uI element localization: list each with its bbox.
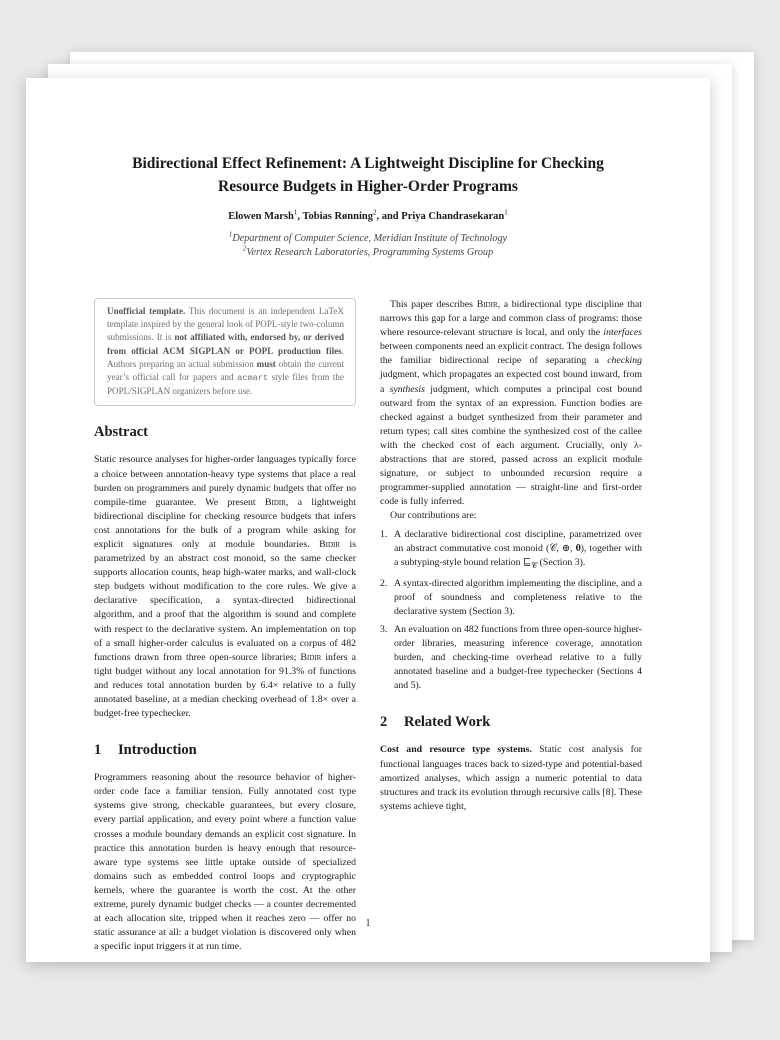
template-notice-box: [94, 298, 356, 406]
title-line-2: Resource Budgets in Higher-Order Programs: [218, 178, 518, 195]
abstract-heading: Abstract: [94, 424, 148, 441]
affiliation-mark: 1: [228, 230, 233, 239]
intro-paragraph: Programmers reasoning about the resource behavior of higher-order code face a familiar tension. Fully annotated cost type systems give strong, checkable guarantees, but every closure, every partial application, and every point where a function value crosses a module boundary demands an explicit cost signature. In practice this annotation burden is heavy enough that resource-aware type systems see little uptake outside of specialized domains such as embedded control loops and cryptographic kernels, where the guarantee is worth the cost. At the other extreme, purely dynamic budget checks — a counter decremented at each allocation site, tripped when it reaches zero — offer no static assurance at all: a budget violation is discovered only when a specific input triggers it at run time.: [94, 772, 356, 953]
emphasis: synthesis: [389, 383, 425, 395]
author-name: Elowen Marsh: [228, 211, 294, 222]
contribution-list: [380, 528, 642, 694]
intro-paragraph-2: [380, 298, 642, 509]
notice-lead: Unofficial template.: [107, 306, 186, 316]
left-column: [94, 298, 356, 954]
author-list: [66, 208, 670, 222]
author-affil-mark: 2: [372, 208, 377, 217]
abstract-text: [94, 453, 356, 721]
system-name: Bidir: [476, 299, 498, 310]
system-name: Bidir: [265, 496, 286, 508]
item-number: 2.: [380, 577, 388, 589]
text-run: Static cost analysis for functional languages traces back to sized-type and potential-based amortized analyses, which assign a numeric potential to data structures and track its evolution through recursive calls [8]. These systems achieve tight,: [380, 744, 643, 812]
item-text: A declarative bidirectional cost discipline, parametrized over an abstract commutative cost monoid (𝒞, ⊕, 𝟎), together with a subtyping-style bound relation ⊑: [394, 528, 642, 568]
page-number: 1: [365, 918, 371, 929]
section-number: 1: [94, 742, 102, 759]
affiliation: [66, 246, 670, 260]
notice-text: This document is an independent LaTeX template inspired by the general look of POPL-style two-column submissions. It is: [107, 306, 344, 343]
section-title: Related Work: [404, 714, 491, 731]
item-text: A syntax-directed algorithm implementing the discipline, and a proof of soundness and completeness relative to the declarative system (Section 3).: [394, 577, 642, 617]
section-number: 2: [380, 714, 388, 731]
notice-emphasis: not affiliated with, endorsed by, or derived from official ACM SIGPLAN or POPL production files: [107, 332, 345, 356]
item-number: 1.: [380, 528, 388, 540]
notice-text: style files from the POPL/SIGPLAN organizers before use.: [107, 372, 345, 397]
text-run: This paper describes: [390, 299, 477, 310]
contributions-lead: Our contributions are:: [390, 510, 477, 522]
text-run: , a bidirectional type discipline that narrows this gap for a large and common class of programs: those where resource-relevant structure is local, and only the: [380, 299, 642, 339]
system-name: Bidir: [300, 651, 322, 663]
author-affil-mark: 1: [504, 208, 508, 217]
text-run: judgment, which computes a principal cost bound outward from the syntax of an expression. Function bodies are checked against a budget synthesized from their parameter and return types; call sites combine the synthesized cost of the callee with the checked cost of each argument. Crucially, only λ-abstractions that are stored, passed across an explicit module signature, or subject to unbounded recursion require a programmer-supplied annotation — straight-line and first-order code is fully inferred.: [380, 383, 642, 508]
paper-page: [26, 78, 710, 962]
author-separator: , and: [376, 211, 402, 222]
affiliation-text: Vertex Research Laboratories, Programming Systems Group: [246, 247, 494, 258]
related-paragraph: [380, 743, 642, 813]
abstract-run: infers a tight budget without any local annotation for 91.3% of functions and reduces total annotation burden by 6.4× relative to a fully annotated baseline, at a median checking overhead of 1.8× over a budget-free typechecker.: [94, 651, 356, 720]
paragraph-runin: Cost and resource type systems.: [380, 744, 532, 756]
author-separator: ,: [297, 211, 303, 222]
title-line-1: Bidirectional Effect Refinement: A Lightweight Discipline for Checking: [132, 155, 604, 172]
item-text: (Section 3).: [537, 556, 586, 568]
notice-emphasis: must: [256, 358, 276, 369]
notice-code: acmart: [237, 373, 269, 384]
affiliation: [66, 232, 670, 246]
related-work-heading: [380, 713, 642, 731]
affiliation-text: Department of Computer Science, Meridian Institute of Technology: [232, 233, 508, 244]
emphasis: interfaces: [603, 327, 642, 339]
author-affil-mark: 1: [293, 208, 298, 217]
item-text: An evaluation on 482 functions from three open-source higher-order libraries, measuring inference coverage, annotation burden, and checking-time overhead relative to a fully annotated baseline and a budget-free typechecker (Sections 4 and 5).: [394, 624, 642, 692]
abstract-run: , a lightweight bidirectional discipline for checking resource budgets that infers cost annotations for the bulk of a program while asking for explicit signatures only at module boundaries.: [94, 496, 356, 550]
affiliations: [66, 232, 670, 260]
author-name: Tobias Rønning: [302, 211, 373, 222]
introduction-heading: [94, 741, 356, 759]
item-number: 3.: [380, 624, 388, 636]
section-title: Introduction: [118, 742, 197, 759]
system-name: Bidir: [319, 538, 341, 550]
list-item: [380, 577, 642, 619]
right-column: [380, 298, 642, 814]
paper-title: [66, 152, 670, 198]
abstract-run: Static resource analyses for higher-order languages typically force a choice between annotation-heavy type systems that place a real burden on programmers and purely dynamic budgets that offer no compile-time guarantee. We present: [94, 454, 356, 508]
emphasis: checking: [607, 355, 642, 367]
author-name: Priya Chandrasekaran: [401, 211, 505, 222]
list-item: [380, 623, 642, 693]
abstract-run: is parametrized by an abstract cost monoid, so the same checker supports allocation counts, heap high-water marks, and wall-clock step budgets without modification to the core rules. We give a declarative specification, a syntax-directed bidirectional algorithm, and a proof that the algorithm is sound and complete with respect to the declarative system. An implementation on top of a small higher-order calculus is evaluated on a corpus of 482 functions drawn from three open-source libraries;: [94, 538, 357, 663]
notice-text: . Authors preparing an actual submission: [107, 345, 344, 369]
text-run: between components need an explicit contract. The design follows the familiar bidirectional recipe of separating a: [380, 341, 642, 367]
affiliation-mark: 2: [242, 244, 247, 253]
text-run: judgment, which propagates an expected cost bound inward, from a: [380, 369, 642, 395]
notice-text: obtain the current year’s official call for papers and: [107, 358, 344, 383]
list-item: [380, 528, 642, 573]
item-subscript: 𝒞: [531, 560, 538, 570]
